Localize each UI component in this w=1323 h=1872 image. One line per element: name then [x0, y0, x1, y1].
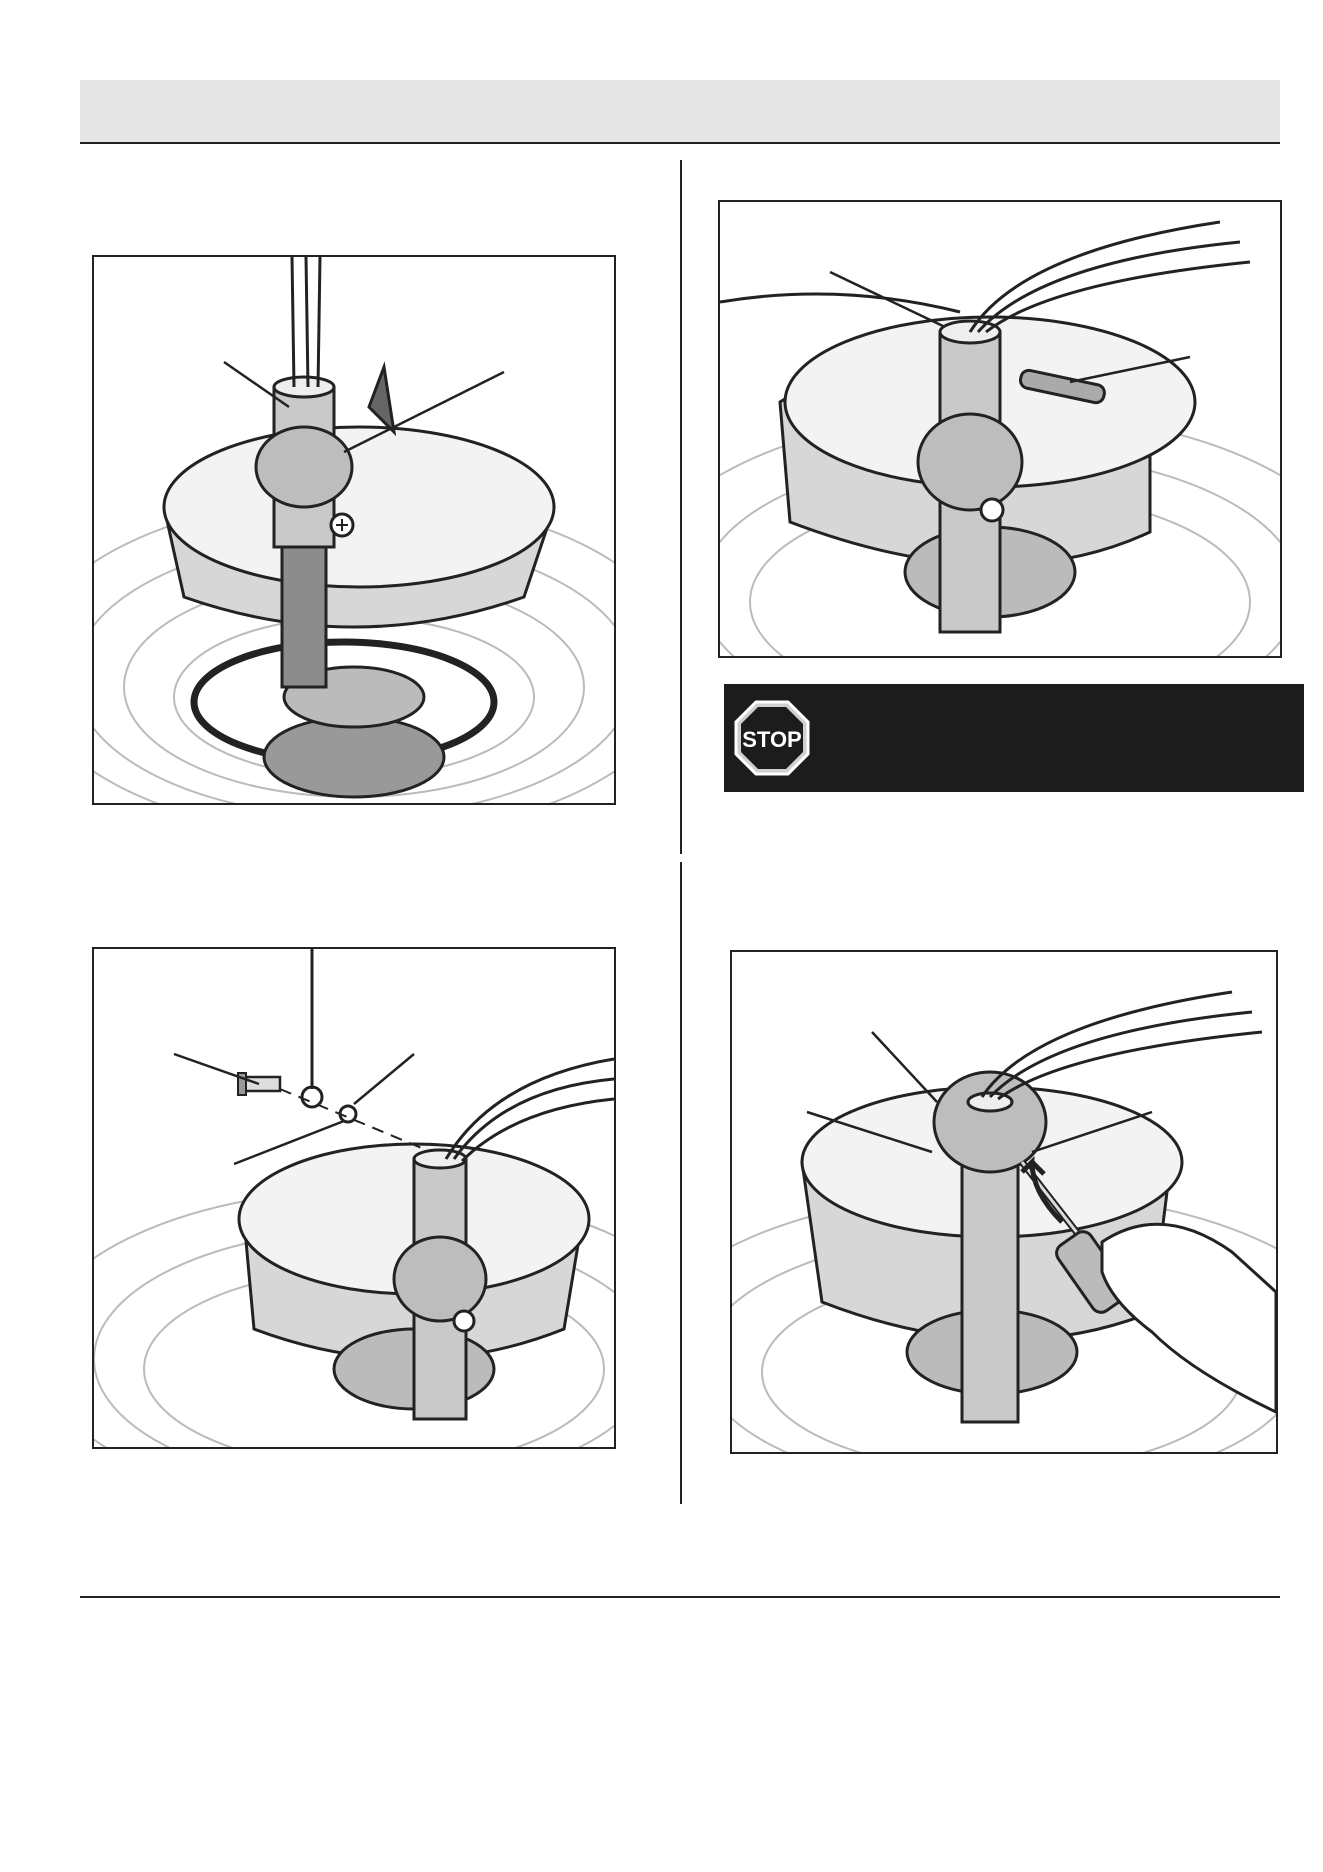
- figure-downrod-pin: [718, 200, 1282, 658]
- footer-rule: [80, 1596, 1280, 1598]
- illustration-tighten-screw: [732, 952, 1276, 1452]
- illustration-downrod-pin: [720, 202, 1280, 656]
- illustration-downrod-insert: [94, 257, 614, 803]
- figure-tighten-screw: [730, 950, 1278, 1454]
- stop-warning-box: [724, 684, 1304, 792]
- figure-downrod-insert: [92, 255, 616, 805]
- illustration-ground-screw: [94, 949, 614, 1447]
- column-divider-bottom: [680, 862, 682, 1504]
- column-divider-top: [680, 160, 682, 854]
- figure-ground-screw: [92, 947, 616, 1449]
- stop-sign-icon: [734, 700, 810, 776]
- section-header-band: [80, 80, 1280, 144]
- svg-text:STOP: STOP: [742, 727, 802, 752]
